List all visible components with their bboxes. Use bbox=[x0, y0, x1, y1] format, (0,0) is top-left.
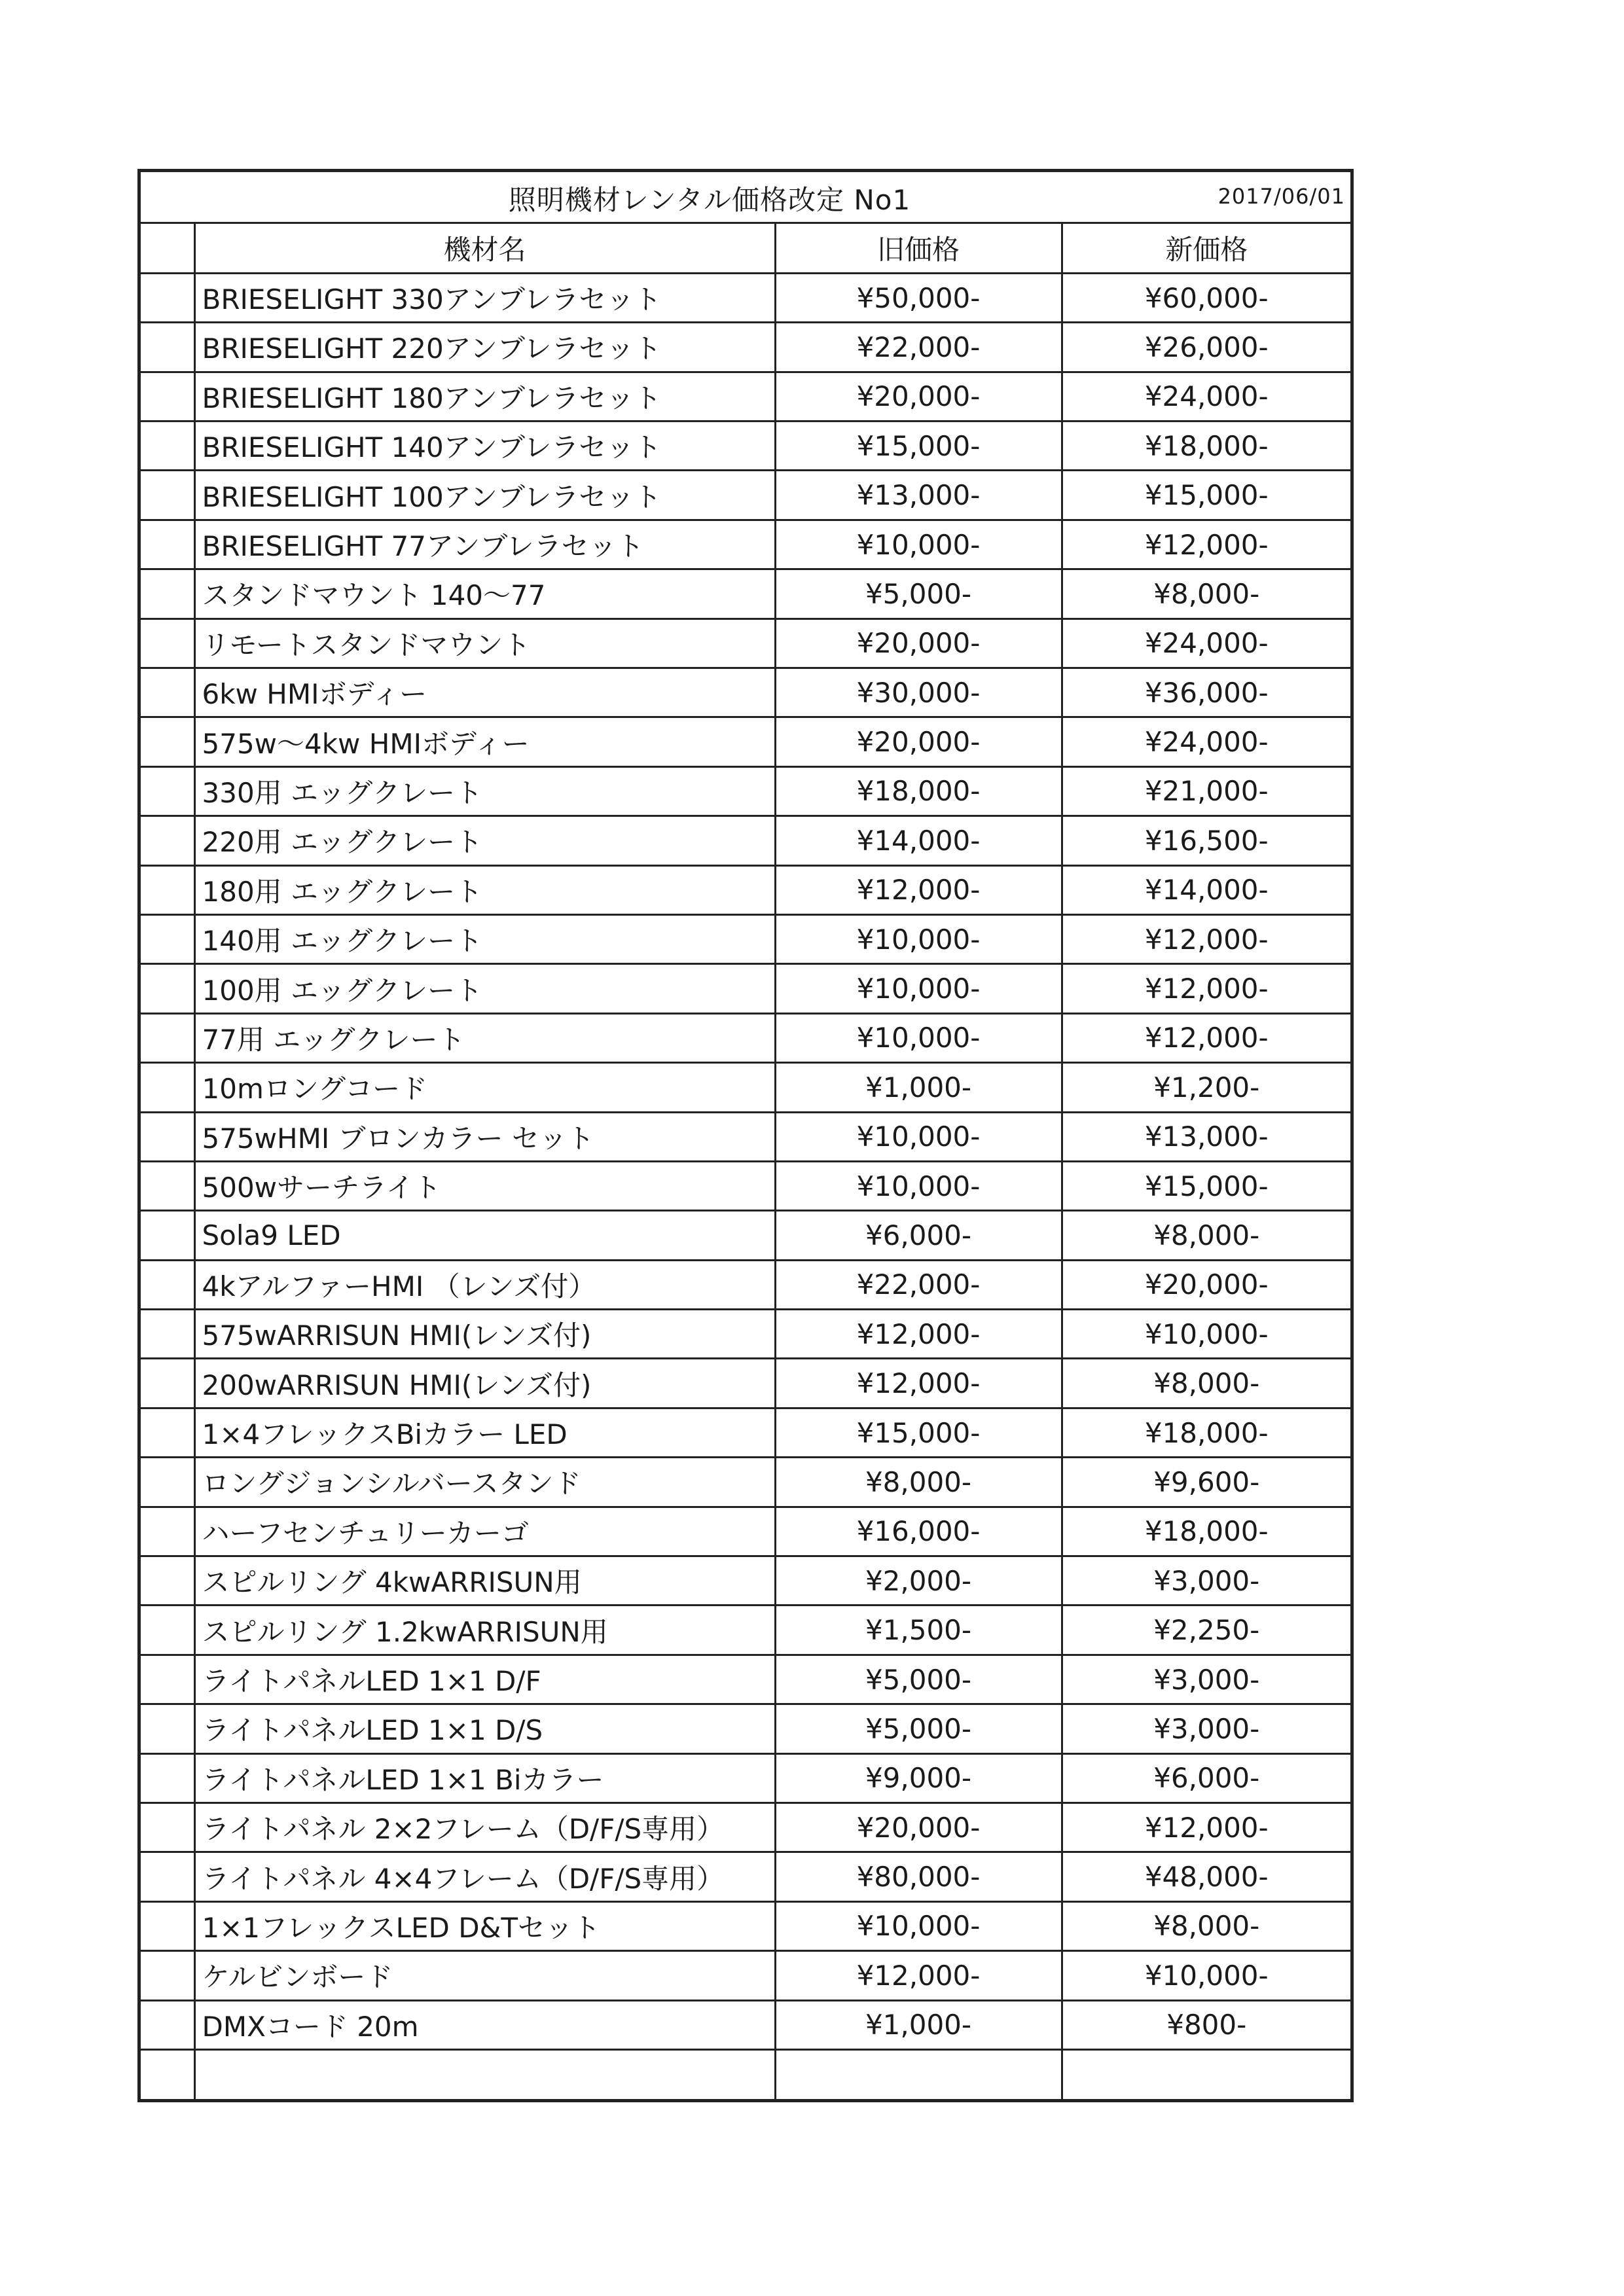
table-row bbox=[141, 1063, 1350, 1112]
old-price-cell: ¥10,000- bbox=[775, 520, 1062, 569]
new-price-cell: ¥36,000- bbox=[1062, 668, 1350, 717]
table-row bbox=[141, 816, 1350, 865]
equipment-name-cell: DMXコード 20m bbox=[194, 2000, 775, 2049]
row-marker-cell bbox=[141, 273, 194, 322]
equipment-name-cell: BRIESELIGHT 220アンブレラセット bbox=[194, 323, 775, 372]
table-row bbox=[141, 1753, 1350, 1803]
equipment-name-cell: 575wARRISUN HMI(レンズ付) bbox=[194, 1310, 775, 1359]
new-price-cell: ¥24,000- bbox=[1062, 372, 1350, 421]
table-row bbox=[141, 1260, 1350, 1309]
row-marker-cell bbox=[141, 1951, 194, 2000]
old-price-cell: ¥18,000- bbox=[775, 766, 1062, 816]
old-price-cell: ¥50,000- bbox=[775, 273, 1062, 322]
header-equipment-name: 機材名 bbox=[194, 224, 775, 273]
old-price-cell: ¥20,000- bbox=[775, 619, 1062, 668]
new-price-cell: ¥18,000- bbox=[1062, 422, 1350, 471]
old-price-cell: ¥22,000- bbox=[775, 323, 1062, 372]
equipment-name-cell bbox=[194, 2049, 775, 2098]
table-row bbox=[141, 1852, 1350, 1901]
table-row bbox=[141, 1951, 1350, 2000]
table-row bbox=[141, 273, 1350, 322]
table-row bbox=[141, 1310, 1350, 1359]
old-price-cell: ¥20,000- bbox=[775, 1803, 1062, 1852]
table-row bbox=[141, 865, 1350, 914]
row-marker-cell bbox=[141, 1408, 194, 1457]
new-price-cell: ¥24,000- bbox=[1062, 619, 1350, 668]
row-marker-cell bbox=[141, 1458, 194, 1507]
new-price-cell: ¥18,000- bbox=[1062, 1507, 1350, 1556]
old-price-cell: ¥20,000- bbox=[775, 372, 1062, 421]
table-row bbox=[141, 1211, 1350, 1260]
row-marker-cell bbox=[141, 1013, 194, 1062]
equipment-name-cell: BRIESELIGHT 330アンブレラセット bbox=[194, 273, 775, 322]
table-row bbox=[141, 1556, 1350, 1605]
row-marker-cell bbox=[141, 1211, 194, 1260]
equipment-name-cell: 100用 エッグクレート bbox=[194, 964, 775, 1013]
equipment-name-cell: 77用 エッグクレート bbox=[194, 1013, 775, 1062]
table-row bbox=[141, 471, 1350, 520]
table-row bbox=[141, 1112, 1350, 1161]
new-price-cell: ¥8,000- bbox=[1062, 1359, 1350, 1408]
equipment-name-cell: ケルビンボード bbox=[194, 1951, 775, 2000]
row-marker-cell bbox=[141, 1507, 194, 1556]
title-row bbox=[141, 172, 1350, 224]
table-row bbox=[141, 2049, 1350, 2098]
row-marker-cell bbox=[141, 766, 194, 816]
new-price-cell: ¥21,000- bbox=[1062, 766, 1350, 816]
new-price-cell: ¥6,000- bbox=[1062, 1753, 1350, 1803]
equipment-name-cell: 575wHMI ブロンカラー セット bbox=[194, 1112, 775, 1161]
page-title: 照明機材レンタル価格改定 No1 bbox=[508, 184, 911, 216]
row-marker-cell bbox=[141, 865, 194, 914]
equipment-name-cell: スピルリング 1.2kwARRISUN用 bbox=[194, 1605, 775, 1655]
new-price-cell: ¥15,000- bbox=[1062, 471, 1350, 520]
new-price-cell: ¥13,000- bbox=[1062, 1112, 1350, 1161]
new-price-cell: ¥800- bbox=[1062, 2000, 1350, 2049]
equipment-name-cell: BRIESELIGHT 100アンブレラセット bbox=[194, 471, 775, 520]
old-price-cell: ¥10,000- bbox=[775, 1013, 1062, 1062]
old-price-cell: ¥16,000- bbox=[775, 1507, 1062, 1556]
new-price-cell: ¥12,000- bbox=[1062, 964, 1350, 1013]
row-marker-cell bbox=[141, 2049, 194, 2098]
table-row bbox=[141, 1704, 1350, 1753]
table-row bbox=[141, 1359, 1350, 1408]
header-blank-cell bbox=[141, 224, 194, 273]
row-marker-cell bbox=[141, 1556, 194, 1605]
row-marker-cell bbox=[141, 1161, 194, 1210]
new-price-cell: ¥48,000- bbox=[1062, 1852, 1350, 1901]
old-price-cell: ¥14,000- bbox=[775, 816, 1062, 865]
row-marker-cell bbox=[141, 422, 194, 471]
old-price-cell: ¥20,000- bbox=[775, 717, 1062, 766]
table-row bbox=[141, 372, 1350, 421]
row-marker-cell bbox=[141, 914, 194, 963]
equipment-name-cell: 180用 エッグクレート bbox=[194, 865, 775, 914]
new-price-cell: ¥10,000- bbox=[1062, 1310, 1350, 1359]
table-row bbox=[141, 1605, 1350, 1655]
equipment-name-cell: ライトパネルLED 1×1 Biカラー bbox=[194, 1753, 775, 1803]
equipment-name-cell: リモートスタンドマウント bbox=[194, 619, 775, 668]
row-marker-cell bbox=[141, 1704, 194, 1753]
old-price-cell: ¥2,000- bbox=[775, 1556, 1062, 1605]
old-price-cell: ¥22,000- bbox=[775, 1260, 1062, 1309]
header-old-price: 旧価格 bbox=[775, 224, 1062, 273]
equipment-name-cell: ライトパネルLED 1×1 D/S bbox=[194, 1704, 775, 1753]
old-price-cell: ¥10,000- bbox=[775, 964, 1062, 1013]
new-price-cell: ¥9,600- bbox=[1062, 1458, 1350, 1507]
row-marker-cell bbox=[141, 1063, 194, 1112]
old-price-cell: ¥30,000- bbox=[775, 668, 1062, 717]
old-price-cell: ¥1,500- bbox=[775, 1605, 1062, 1655]
row-marker-cell bbox=[141, 471, 194, 520]
equipment-name-cell: BRIESELIGHT 180アンブレラセット bbox=[194, 372, 775, 421]
equipment-name-cell: スタンドマウント 140～77 bbox=[194, 569, 775, 619]
old-price-cell: ¥80,000- bbox=[775, 1852, 1062, 1901]
new-price-cell: ¥8,000- bbox=[1062, 569, 1350, 619]
equipment-name-cell: ハーフセンチュリーカーゴ bbox=[194, 1507, 775, 1556]
header-new-price: 新価格 bbox=[1062, 224, 1350, 273]
row-marker-cell bbox=[141, 323, 194, 372]
table-row bbox=[141, 569, 1350, 619]
price-sheet bbox=[137, 169, 1354, 2102]
new-price-cell: ¥12,000- bbox=[1062, 1013, 1350, 1062]
table-row bbox=[141, 323, 1350, 372]
row-marker-cell bbox=[141, 668, 194, 717]
old-price-cell: ¥12,000- bbox=[775, 1951, 1062, 2000]
row-marker-cell bbox=[141, 619, 194, 668]
old-price-cell: ¥1,000- bbox=[775, 2000, 1062, 2049]
table-row bbox=[141, 717, 1350, 766]
row-marker-cell bbox=[141, 372, 194, 421]
equipment-name-cell: 1×1フレックスLED D&Tセット bbox=[194, 1901, 775, 1950]
row-marker-cell bbox=[141, 569, 194, 619]
old-price-cell: ¥12,000- bbox=[775, 865, 1062, 914]
new-price-cell: ¥10,000- bbox=[1062, 1951, 1350, 2000]
equipment-name-cell: 10mロングコード bbox=[194, 1063, 775, 1112]
old-price-cell: ¥12,000- bbox=[775, 1359, 1062, 1408]
table-row bbox=[141, 520, 1350, 569]
equipment-name-cell: 575w～4kw HMIボディー bbox=[194, 717, 775, 766]
old-price-cell: ¥15,000- bbox=[775, 1408, 1062, 1457]
old-price-cell bbox=[775, 2049, 1062, 2098]
new-price-cell: ¥26,000- bbox=[1062, 323, 1350, 372]
equipment-name-cell: 500wサーチライト bbox=[194, 1161, 775, 1210]
equipment-name-cell: 200wARRISUN HMI(レンズ付) bbox=[194, 1359, 775, 1408]
equipment-name-cell: ライトパネル 4×4フレーム（D/F/S専用） bbox=[194, 1852, 775, 1901]
row-marker-cell bbox=[141, 1803, 194, 1852]
equipment-name-cell: 1×4フレックスBiカラー LED bbox=[194, 1408, 775, 1457]
old-price-cell: ¥10,000- bbox=[775, 1901, 1062, 1950]
price-table bbox=[141, 224, 1350, 2099]
new-price-cell: ¥18,000- bbox=[1062, 1408, 1350, 1457]
table-row bbox=[141, 1803, 1350, 1852]
table-row bbox=[141, 1161, 1350, 1210]
new-price-cell: ¥12,000- bbox=[1062, 520, 1350, 569]
new-price-cell: ¥15,000- bbox=[1062, 1161, 1350, 1210]
row-marker-cell bbox=[141, 1655, 194, 1704]
old-price-cell: ¥10,000- bbox=[775, 1161, 1062, 1210]
equipment-name-cell: BRIESELIGHT 140アンブレラセット bbox=[194, 422, 775, 471]
row-marker-cell bbox=[141, 1605, 194, 1655]
old-price-cell: ¥5,000- bbox=[775, 1704, 1062, 1753]
table-row bbox=[141, 2000, 1350, 2049]
old-price-cell: ¥5,000- bbox=[775, 1655, 1062, 1704]
table-row bbox=[141, 1655, 1350, 1704]
table-row bbox=[141, 668, 1350, 717]
new-price-cell: ¥60,000- bbox=[1062, 273, 1350, 322]
row-marker-cell bbox=[141, 964, 194, 1013]
equipment-name-cell: 6kw HMIボディー bbox=[194, 668, 775, 717]
old-price-cell: ¥1,000- bbox=[775, 1063, 1062, 1112]
row-marker-cell bbox=[141, 520, 194, 569]
old-price-cell: ¥5,000- bbox=[775, 569, 1062, 619]
equipment-name-cell: BRIESELIGHT 77アンブレラセット bbox=[194, 520, 775, 569]
new-price-cell: ¥14,000- bbox=[1062, 865, 1350, 914]
row-marker-cell bbox=[141, 816, 194, 865]
equipment-name-cell: ロングジョンシルバースタンド bbox=[194, 1458, 775, 1507]
equipment-name-cell: ライトパネルLED 1×1 D/F bbox=[194, 1655, 775, 1704]
new-price-cell bbox=[1062, 2049, 1350, 2098]
table-row bbox=[141, 914, 1350, 963]
old-price-cell: ¥9,000- bbox=[775, 1753, 1062, 1803]
row-marker-cell bbox=[141, 1260, 194, 1309]
equipment-name-cell: 140用 エッグクレート bbox=[194, 914, 775, 963]
table-row bbox=[141, 1458, 1350, 1507]
equipment-name-cell: Sola9 LED bbox=[194, 1211, 775, 1260]
equipment-name-cell: 4kアルファーHMI （レンズ付） bbox=[194, 1260, 775, 1309]
new-price-cell: ¥24,000- bbox=[1062, 717, 1350, 766]
new-price-cell: ¥8,000- bbox=[1062, 1211, 1350, 1260]
equipment-name-cell: 220用 エッグクレート bbox=[194, 816, 775, 865]
row-marker-cell bbox=[141, 1310, 194, 1359]
old-price-cell: ¥12,000- bbox=[775, 1310, 1062, 1359]
row-marker-cell bbox=[141, 1753, 194, 1803]
old-price-cell: ¥10,000- bbox=[775, 914, 1062, 963]
table-row bbox=[141, 1408, 1350, 1457]
row-marker-cell bbox=[141, 1901, 194, 1950]
new-price-cell: ¥8,000- bbox=[1062, 1901, 1350, 1950]
table-row bbox=[141, 766, 1350, 816]
old-price-cell: ¥13,000- bbox=[775, 471, 1062, 520]
equipment-name-cell: スピルリング 4kwARRISUN用 bbox=[194, 1556, 775, 1605]
table-row bbox=[141, 422, 1350, 471]
new-price-cell: ¥1,200- bbox=[1062, 1063, 1350, 1112]
new-price-cell: ¥16,500- bbox=[1062, 816, 1350, 865]
header-row bbox=[141, 224, 1350, 273]
row-marker-cell bbox=[141, 1852, 194, 1901]
table-row bbox=[141, 619, 1350, 668]
table-row bbox=[141, 1013, 1350, 1062]
table-row bbox=[141, 964, 1350, 1013]
equipment-name-cell: 330用 エッグクレート bbox=[194, 766, 775, 816]
new-price-cell: ¥12,000- bbox=[1062, 1803, 1350, 1852]
new-price-cell: ¥3,000- bbox=[1062, 1704, 1350, 1753]
revision-date: 2017/06/01 bbox=[1218, 184, 1345, 209]
new-price-cell: ¥3,000- bbox=[1062, 1655, 1350, 1704]
old-price-cell: ¥8,000- bbox=[775, 1458, 1062, 1507]
row-marker-cell bbox=[141, 1359, 194, 1408]
old-price-cell: ¥15,000- bbox=[775, 422, 1062, 471]
old-price-cell: ¥6,000- bbox=[775, 1211, 1062, 1260]
row-marker-cell bbox=[141, 717, 194, 766]
new-price-cell: ¥2,250- bbox=[1062, 1605, 1350, 1655]
table-row bbox=[141, 1901, 1350, 1950]
new-price-cell: ¥20,000- bbox=[1062, 1260, 1350, 1309]
table-row bbox=[141, 1507, 1350, 1556]
new-price-cell: ¥3,000- bbox=[1062, 1556, 1350, 1605]
row-marker-cell bbox=[141, 1112, 194, 1161]
equipment-name-cell: ライトパネル 2×2フレーム（D/F/S専用） bbox=[194, 1803, 775, 1852]
old-price-cell: ¥10,000- bbox=[775, 1112, 1062, 1161]
new-price-cell: ¥12,000- bbox=[1062, 914, 1350, 963]
row-marker-cell bbox=[141, 2000, 194, 2049]
